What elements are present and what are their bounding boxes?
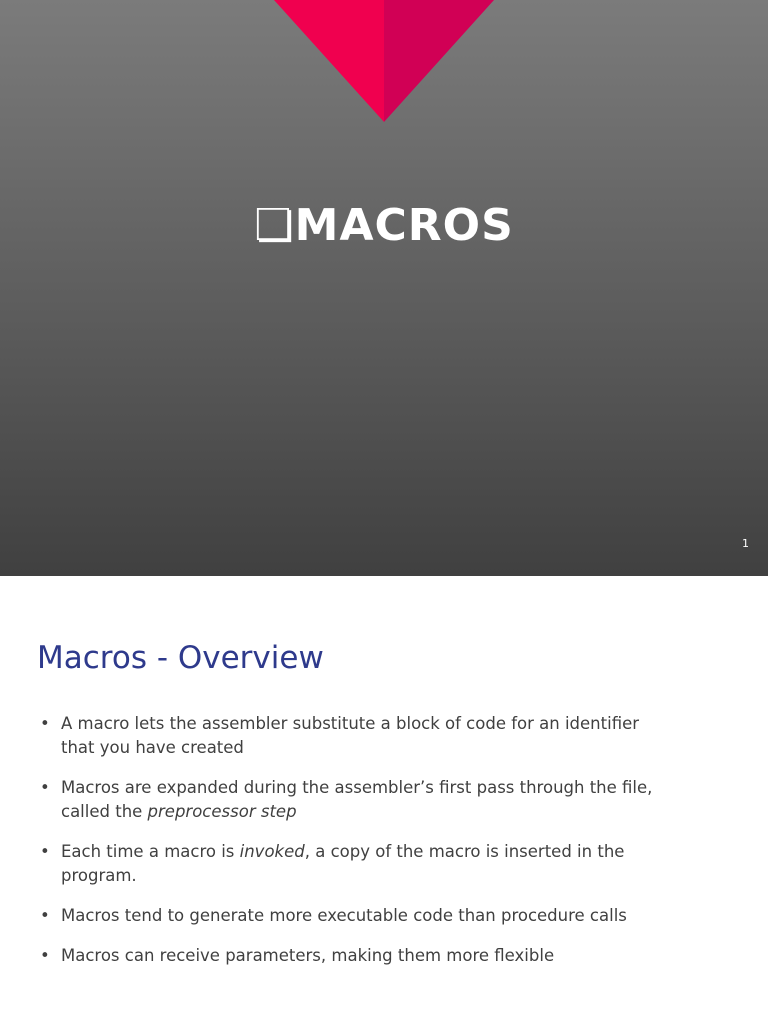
bullet-icon: • — [40, 906, 50, 925]
bullet-icon: • — [40, 842, 50, 861]
bullet-text: Macros are expanded during the assembler’s first pass through the file, called the — [61, 778, 653, 821]
chevron-decoration — [0, 0, 768, 130]
bullet-icon: • — [40, 778, 50, 797]
bullet-text: Macros tend to generate more executable code than procedure calls — [61, 906, 627, 925]
page-number: 1 — [742, 537, 749, 550]
chevron-right-half — [384, 0, 494, 122]
slide-heading: Macros - Overview — [37, 640, 324, 676]
bullet-emphasis: invoked — [239, 842, 305, 861]
bullet-icon: • — [40, 946, 50, 965]
bullet-item — [37, 904, 657, 928]
bullet-item — [37, 712, 657, 760]
bullet-item — [37, 944, 657, 968]
bullet-item — [37, 840, 657, 888]
slide-title: ❏MACROS — [254, 200, 514, 251]
overview-slide — [0, 576, 768, 1024]
bullet-text: Macros can receive parameters, making them more flexible — [61, 946, 555, 965]
bullet-text-tail: , a copy of the macro is inserted in the program. — [61, 842, 625, 885]
bullet-text: A macro lets the assembler substitute a block of code for an identifier that you have created — [61, 714, 640, 757]
bullet-emphasis: preprocessor step — [147, 802, 297, 821]
bullet-icon: • — [40, 714, 50, 733]
bullet-text: Each time a macro is — [61, 842, 240, 861]
bullet-list — [37, 712, 657, 984]
bullet-item — [37, 776, 657, 824]
chevron-left-half — [274, 0, 384, 122]
